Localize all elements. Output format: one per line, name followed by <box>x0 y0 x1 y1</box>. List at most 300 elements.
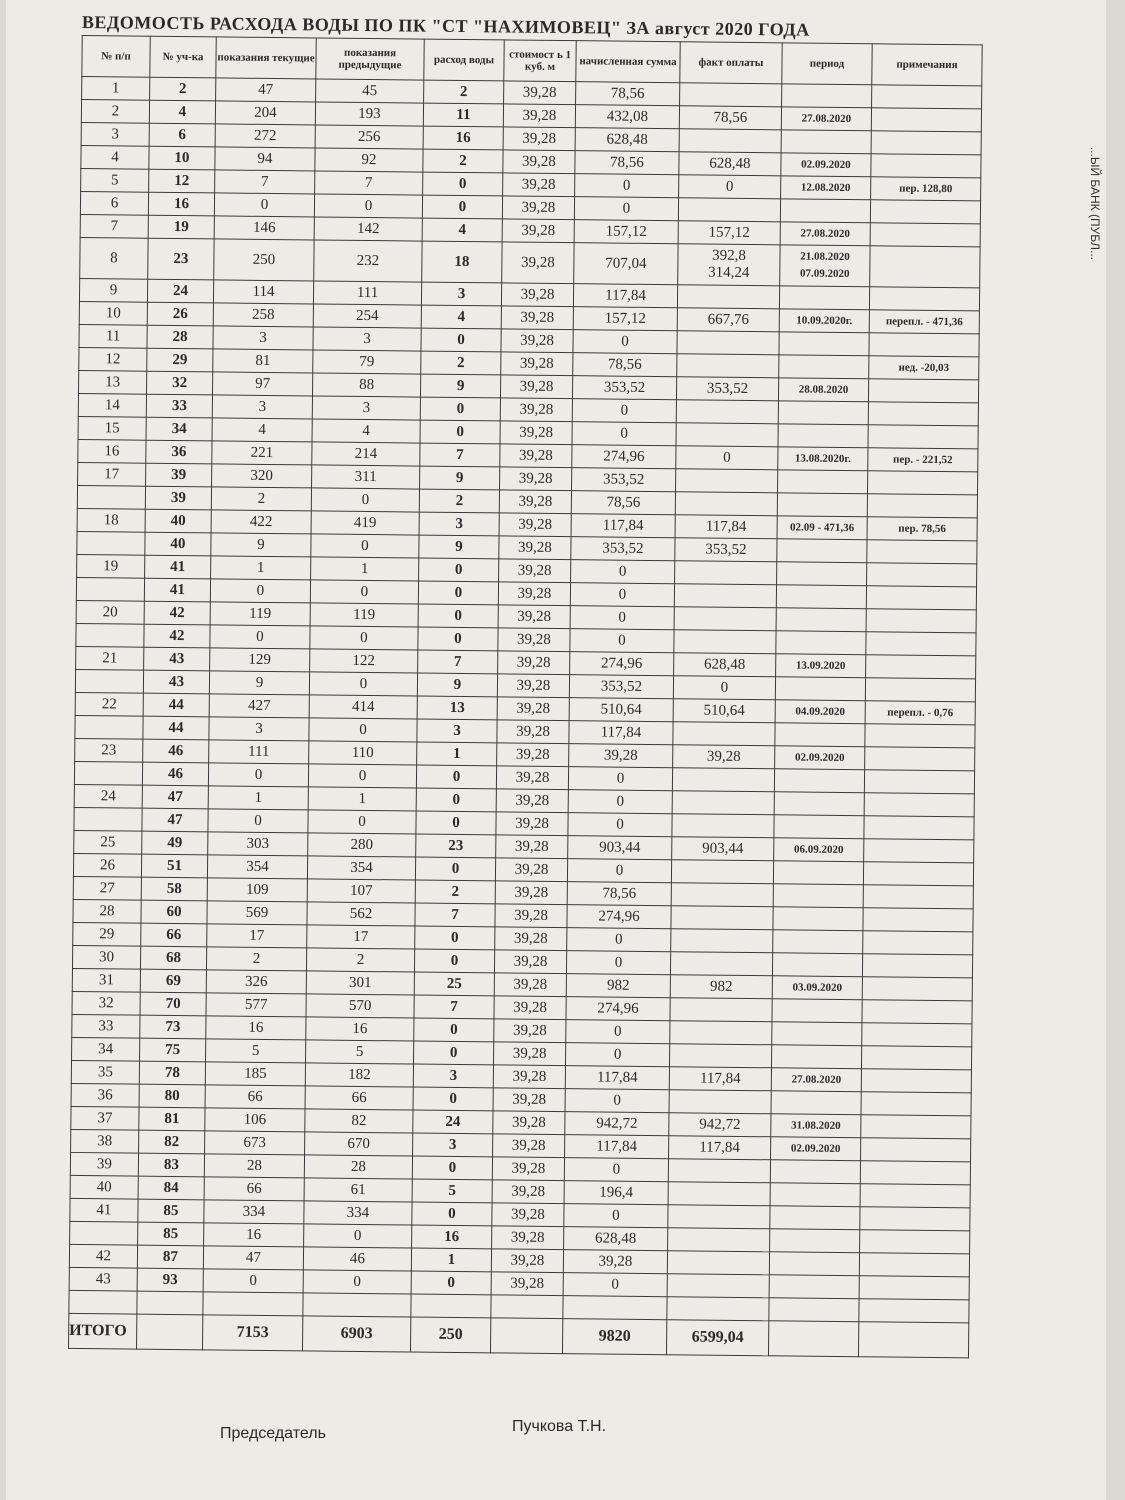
cell-num: 3 <box>81 122 149 146</box>
cell-cost: 39,28 <box>499 490 571 514</box>
cell-num <box>70 1221 138 1245</box>
cell-notes <box>872 85 982 109</box>
cell-previous: 0 <box>303 1270 411 1294</box>
cell-num: 1 <box>82 77 150 101</box>
cell-notes <box>865 678 975 702</box>
cell-previous: 46 <box>303 1247 411 1271</box>
cell-plot: 87 <box>137 1245 203 1269</box>
cell-usage: 0 <box>411 1271 491 1295</box>
cell-notes <box>860 1184 970 1208</box>
cell-num: 34 <box>72 1037 140 1061</box>
cell-current: 94 <box>215 147 315 171</box>
cell-num: 32 <box>72 991 140 1015</box>
cell-plot: 43 <box>144 647 210 671</box>
cell-previous: 1 <box>308 787 416 811</box>
total-sum: 9820 <box>562 1319 666 1355</box>
cell-plot: 10 <box>149 146 215 170</box>
cell-paid: 392,8 314,24 <box>678 244 780 286</box>
cell-current: 47 <box>203 1246 303 1270</box>
col-header-current: показания текущие <box>216 37 316 79</box>
cell-previous: 301 <box>306 971 414 995</box>
cell-cost: 39,28 <box>500 444 572 468</box>
cell-paid <box>678 198 780 222</box>
cell-sum: 0 <box>568 767 672 791</box>
cell-paid <box>675 561 777 585</box>
cell-previous: 419 <box>311 511 419 535</box>
cell-num: 21 <box>76 646 144 670</box>
cell-cost: 39,28 <box>492 1157 564 1181</box>
cell-period <box>771 1045 861 1069</box>
cell-paid: 157,12 <box>678 221 780 245</box>
cell-paid <box>676 400 778 424</box>
cell-notes <box>865 747 975 771</box>
cell-current: 66 <box>204 1177 304 1201</box>
cell-period: 27.08.2020 <box>771 1068 861 1092</box>
cell-usage: 3 <box>413 1133 493 1157</box>
cell-notes <box>864 793 974 817</box>
cell-plot: 81 <box>139 1107 205 1131</box>
cell-period <box>781 130 871 154</box>
cell-paid <box>668 1159 770 1183</box>
cell-period <box>773 907 863 931</box>
cell-paid <box>670 952 772 976</box>
cell-num: 36 <box>71 1083 139 1107</box>
cell-plot: 41 <box>144 578 210 602</box>
cell-period <box>770 1229 860 1253</box>
cell-num: 27 <box>73 876 141 900</box>
cell-notes: нед. -20,03 <box>869 356 979 380</box>
cell-paid: 903,44 <box>672 837 774 861</box>
cell-num: 13 <box>79 370 147 394</box>
cell-paid <box>667 1297 769 1321</box>
cell-sum: 0 <box>568 790 672 814</box>
cell-cost: 39,28 <box>497 720 569 744</box>
cell-plot: 44 <box>143 716 209 740</box>
cell-num: 22 <box>75 692 143 716</box>
cell-cost: 39,28 <box>496 812 568 836</box>
cell-sum: 274,96 <box>570 652 674 676</box>
cell-sum: 0 <box>567 928 671 952</box>
water-usage-table <box>68 35 983 1358</box>
cell-cost: 39,28 <box>493 1111 565 1135</box>
cell-period <box>769 1275 859 1299</box>
cell-period: 13.08.2020г. <box>778 447 868 471</box>
cell-period: 28.08.2020 <box>778 378 868 402</box>
cell-previous: 354 <box>307 856 415 880</box>
cell-current: 119 <box>210 602 310 626</box>
cell-period: 06.09.2020 <box>774 838 864 862</box>
cell-usage <box>411 1294 491 1318</box>
cell-current: 9 <box>209 671 309 695</box>
cell-notes: перепл. - 0,76 <box>865 701 975 725</box>
cell-cost: 39,28 <box>497 743 569 767</box>
cell-sum: 903,44 <box>568 836 672 860</box>
cell-num <box>69 1290 137 1314</box>
cell-usage: 2 <box>424 80 504 104</box>
cell-period <box>778 470 868 494</box>
cell-plot: 60 <box>141 900 207 924</box>
cell-previous: 0 <box>311 488 419 512</box>
cell-usage: 0 <box>423 172 503 196</box>
cell-previous: 0 <box>309 718 417 742</box>
cell-period: 31.08.2020 <box>771 1114 861 1138</box>
cell-previous: 232 <box>314 240 422 282</box>
cell-paid <box>676 469 778 493</box>
cell-cost: 39,28 <box>494 950 566 974</box>
cell-paid <box>677 354 779 378</box>
cell-previous: 0 <box>309 672 417 696</box>
cell-sum <box>563 1296 667 1320</box>
cell-usage: 11 <box>423 103 503 127</box>
cell-usage: 0 <box>418 604 498 628</box>
cell-usage: 2 <box>419 489 499 513</box>
cell-sum: 0 <box>566 1020 670 1044</box>
cell-cost: 39,28 <box>496 835 568 859</box>
cell-usage: 24 <box>413 1110 493 1134</box>
cell-sum: 274,96 <box>566 997 670 1021</box>
cell-usage: 13 <box>417 696 497 720</box>
cell-period <box>777 493 867 517</box>
cell-previous: 107 <box>307 879 415 903</box>
cell-usage: 0 <box>414 1018 494 1042</box>
cell-current <box>203 1292 303 1316</box>
cell-paid: 0 <box>679 175 781 199</box>
cell-current: 146 <box>214 216 314 240</box>
cell-paid: 942,72 <box>669 1113 771 1137</box>
cell-sum: 157,12 <box>573 307 677 331</box>
cell-usage: 3 <box>421 282 501 306</box>
col-header-cost: стоимост ь 1 куб. м <box>504 40 576 82</box>
cell-num: 41 <box>70 1198 138 1222</box>
document-sheet <box>6 0 1106 1500</box>
cell-sum: 942,72 <box>565 1112 669 1136</box>
cell-plot: 6 <box>149 123 215 147</box>
cell-plot: 39 <box>145 486 211 510</box>
cell-usage: 9 <box>419 535 499 559</box>
cell-current: 569 <box>207 901 307 925</box>
cell-current: 272 <box>215 124 315 148</box>
cell-sum: 353,52 <box>572 468 676 492</box>
cell-current: 334 <box>204 1200 304 1224</box>
cell-cost: 39,28 <box>495 904 567 928</box>
cell-usage: 4 <box>421 305 501 329</box>
cell-notes <box>867 563 977 587</box>
cell-usage: 0 <box>412 1156 492 1180</box>
cell-sum: 0 <box>573 330 677 354</box>
cell-notes <box>863 885 973 909</box>
total-plot <box>137 1314 203 1350</box>
col-header-plot: № уч-ка <box>150 36 216 78</box>
cell-previous: 61 <box>304 1178 412 1202</box>
cell-current: 0 <box>203 1269 303 1293</box>
cell-paid <box>676 423 778 447</box>
cell-num: 24 <box>74 784 142 808</box>
cell-period <box>774 792 864 816</box>
cell-notes <box>863 931 973 955</box>
cell-plot: 39 <box>146 463 212 487</box>
cell-period <box>772 1022 862 1046</box>
cell-previous: 0 <box>310 580 418 604</box>
cell-usage: 0 <box>421 328 501 352</box>
cell-usage: 9 <box>420 466 500 490</box>
cell-previous: 311 <box>312 465 420 489</box>
cell-plot: 93 <box>137 1268 203 1292</box>
col-header-notes: примечания <box>872 44 982 86</box>
cell-previous <box>303 1293 411 1317</box>
cell-sum: 707,04 <box>574 243 678 285</box>
cell-plot: 84 <box>138 1176 204 1200</box>
cell-sum: 0 <box>568 813 672 837</box>
cell-period <box>775 723 865 747</box>
cell-num: 16 <box>78 439 146 463</box>
cell-paid: 667,76 <box>677 308 779 332</box>
cell-period <box>776 585 866 609</box>
cell-notes <box>870 246 980 288</box>
cell-plot: 85 <box>138 1199 204 1223</box>
cell-current: 258 <box>213 303 313 327</box>
cell-paid <box>674 584 776 608</box>
cell-notes <box>870 223 980 247</box>
cell-current: 111 <box>209 740 309 764</box>
cell-period <box>771 1091 861 1115</box>
cell-notes <box>860 1230 970 1254</box>
cell-current: 114 <box>213 280 313 304</box>
cell-paid: 628,48 <box>674 653 776 677</box>
cell-previous: 5 <box>306 1040 414 1064</box>
cell-previous: 1 <box>311 557 419 581</box>
bleed-through-text: ...ЫЙ БАНК (ПУБЛ... <box>1088 146 1102 260</box>
cell-num: 19 <box>77 554 145 578</box>
cell-usage: 0 <box>413 1087 493 1111</box>
cell-period: 27.08.2020 <box>780 222 870 246</box>
cell-sum: 78,56 <box>567 882 671 906</box>
cell-num: 4 <box>81 145 149 169</box>
cell-previous: 110 <box>309 741 417 765</box>
cell-sum: 117,84 <box>565 1135 669 1159</box>
cell-cost <box>491 1295 563 1319</box>
cell-previous: 0 <box>311 534 419 558</box>
cell-usage: 9 <box>417 673 497 697</box>
cell-paid <box>668 1205 770 1229</box>
cell-cost: 39,28 <box>493 1134 565 1158</box>
cell-previous: 214 <box>312 442 420 466</box>
cell-sum: 274,96 <box>572 445 676 469</box>
cell-paid: 510,64 <box>673 699 775 723</box>
cell-cost: 39,28 <box>500 398 572 422</box>
cell-num: 15 <box>78 416 146 440</box>
cell-period <box>775 677 865 701</box>
cell-plot: 40 <box>145 509 211 533</box>
cell-cost: 39,28 <box>498 651 570 675</box>
cell-previous: 280 <box>308 833 416 857</box>
signature-name: Пучкова Т.Н. <box>512 1418 607 1435</box>
cell-paid <box>670 1021 772 1045</box>
cell-previous: 670 <box>305 1132 413 1156</box>
cell-previous: 0 <box>308 764 416 788</box>
cell-period <box>773 884 863 908</box>
cell-usage: 3 <box>417 719 497 743</box>
cell-current: 16 <box>206 1016 306 1040</box>
cell-previous: 45 <box>316 79 424 103</box>
cell-cost: 39,28 <box>501 352 573 376</box>
cell-sum: 0 <box>567 859 671 883</box>
cell-usage: 0 <box>420 397 500 421</box>
cell-period <box>770 1160 860 1184</box>
cell-cost: 39,28 <box>499 559 571 583</box>
cell-cost: 39,28 <box>504 81 576 105</box>
cell-plot: 51 <box>141 854 207 878</box>
cell-sum: 0 <box>574 197 678 221</box>
cell-paid <box>671 929 773 953</box>
cell-plot: 36 <box>146 440 212 464</box>
cell-period: 10.09.2020г. <box>779 309 869 333</box>
cell-num: 43 <box>69 1267 137 1291</box>
cell-notes <box>860 1161 970 1185</box>
total-paid: 6599,04 <box>666 1320 768 1356</box>
cell-plot: 82 <box>139 1130 205 1154</box>
cell-num: 20 <box>76 600 144 624</box>
cell-current: 9 <box>211 533 311 557</box>
cell-paid <box>674 630 776 654</box>
cell-period <box>769 1252 859 1276</box>
cell-notes <box>866 655 976 679</box>
cell-notes <box>871 108 981 132</box>
cell-plot: 43 <box>143 670 209 694</box>
cell-previous: 79 <box>313 350 421 374</box>
cell-period <box>782 84 872 108</box>
cell-paid <box>670 998 772 1022</box>
cell-sum: 39,28 <box>569 744 673 768</box>
cell-notes <box>863 908 973 932</box>
cell-usage: 2 <box>423 149 503 173</box>
cell-paid <box>673 722 775 746</box>
cell-sum: 0 <box>572 399 676 423</box>
cell-notes <box>859 1276 969 1300</box>
cell-plot: 70 <box>140 992 206 1016</box>
cell-current: 0 <box>210 625 310 649</box>
cell-period <box>773 930 863 954</box>
cell-previous: 7 <box>315 171 423 195</box>
cell-period: 02.09.2020 <box>771 1137 861 1161</box>
cell-cost: 39,28 <box>502 219 574 243</box>
cell-num: 2 <box>81 100 149 124</box>
cell-previous: 122 <box>310 649 418 673</box>
cell-paid <box>677 285 779 309</box>
cell-notes: пер. - 221,52 <box>868 448 978 472</box>
cell-usage: 7 <box>418 650 498 674</box>
cell-plot: 12 <box>149 169 215 193</box>
cell-num: 25 <box>74 830 142 854</box>
cell-plot: 80 <box>139 1084 205 1108</box>
cell-sum: 982 <box>566 974 670 998</box>
cell-period <box>778 424 868 448</box>
cell-usage: 0 <box>418 627 498 651</box>
cell-sum: 510,64 <box>569 698 673 722</box>
cell-num: 30 <box>72 945 140 969</box>
cell-notes <box>871 131 981 155</box>
cell-notes <box>867 540 977 564</box>
cell-notes <box>862 954 972 978</box>
cell-plot: 29 <box>147 348 213 372</box>
cell-paid <box>668 1228 770 1252</box>
cell-current: 109 <box>207 878 307 902</box>
cell-num <box>77 485 145 509</box>
cell-cost: 39,28 <box>491 1272 563 1296</box>
col-header-previous: показания предыдущие <box>316 38 424 80</box>
cell-plot: 4 <box>149 100 215 124</box>
cell-sum: 39,28 <box>563 1250 667 1274</box>
cell-plot: 73 <box>140 1015 206 1039</box>
cell-notes <box>862 977 972 1001</box>
cell-previous: 111 <box>313 281 421 305</box>
cell-previous: 562 <box>307 902 415 926</box>
signature-role: Председатель <box>220 1425 326 1442</box>
cell-previous: 17 <box>307 925 415 949</box>
statement-document <box>68 12 1012 1359</box>
cell-cost: 39,28 <box>501 306 573 330</box>
cell-cost: 39,28 <box>492 1226 564 1250</box>
cell-current: 16 <box>204 1223 304 1247</box>
cell-paid <box>669 1090 771 1114</box>
cell-period: 12.08.2020 <box>781 176 871 200</box>
col-header-num: № п/п <box>82 36 150 78</box>
cell-current: 81 <box>213 349 313 373</box>
cell-sum: 274,96 <box>567 905 671 929</box>
cell-usage: 2 <box>421 351 501 375</box>
cell-notes <box>862 1000 972 1024</box>
cell-notes <box>862 1023 972 1047</box>
cell-cost: 39,28 <box>503 104 575 128</box>
cell-usage: 0 <box>416 765 496 789</box>
cell-num: 8 <box>80 237 148 279</box>
cell-plot: 26 <box>147 302 213 326</box>
cell-cost: 39,28 <box>494 1019 566 1043</box>
cell-notes <box>868 402 978 426</box>
total-notes <box>858 1322 968 1358</box>
cell-plot: 78 <box>139 1061 205 1085</box>
cell-paid <box>672 814 774 838</box>
cell-period <box>776 631 866 655</box>
cell-usage: 0 <box>416 811 496 835</box>
cell-current: 204 <box>215 101 315 125</box>
cell-cost: 39,28 <box>495 858 567 882</box>
cell-current: 221 <box>212 441 312 465</box>
cell-sum: 117,84 <box>565 1066 669 1090</box>
cell-current: 66 <box>205 1085 305 1109</box>
cell-usage: 0 <box>415 857 495 881</box>
cell-current: 354 <box>207 855 307 879</box>
cell-current: 326 <box>206 970 306 994</box>
cell-num: 39 <box>70 1152 138 1176</box>
cell-previous: 82 <box>305 1109 413 1133</box>
cell-num: 5 <box>81 168 149 192</box>
cell-usage: 1 <box>411 1248 491 1272</box>
cell-period <box>770 1206 860 1230</box>
cell-cost: 39,28 <box>499 536 571 560</box>
cell-current: 0 <box>210 579 310 603</box>
cell-plot <box>137 1291 203 1315</box>
cell-plot: 46 <box>142 762 208 786</box>
cell-period: 03.09.2020 <box>772 976 862 1000</box>
cell-plot: 46 <box>143 739 209 763</box>
cell-usage: 7 <box>415 903 495 927</box>
cell-num: 26 <box>73 853 141 877</box>
cell-num: 40 <box>70 1175 138 1199</box>
cell-current: 7 <box>215 170 315 194</box>
cell-notes <box>864 839 974 863</box>
total-period <box>768 1321 858 1357</box>
cell-sum: 0 <box>570 583 674 607</box>
